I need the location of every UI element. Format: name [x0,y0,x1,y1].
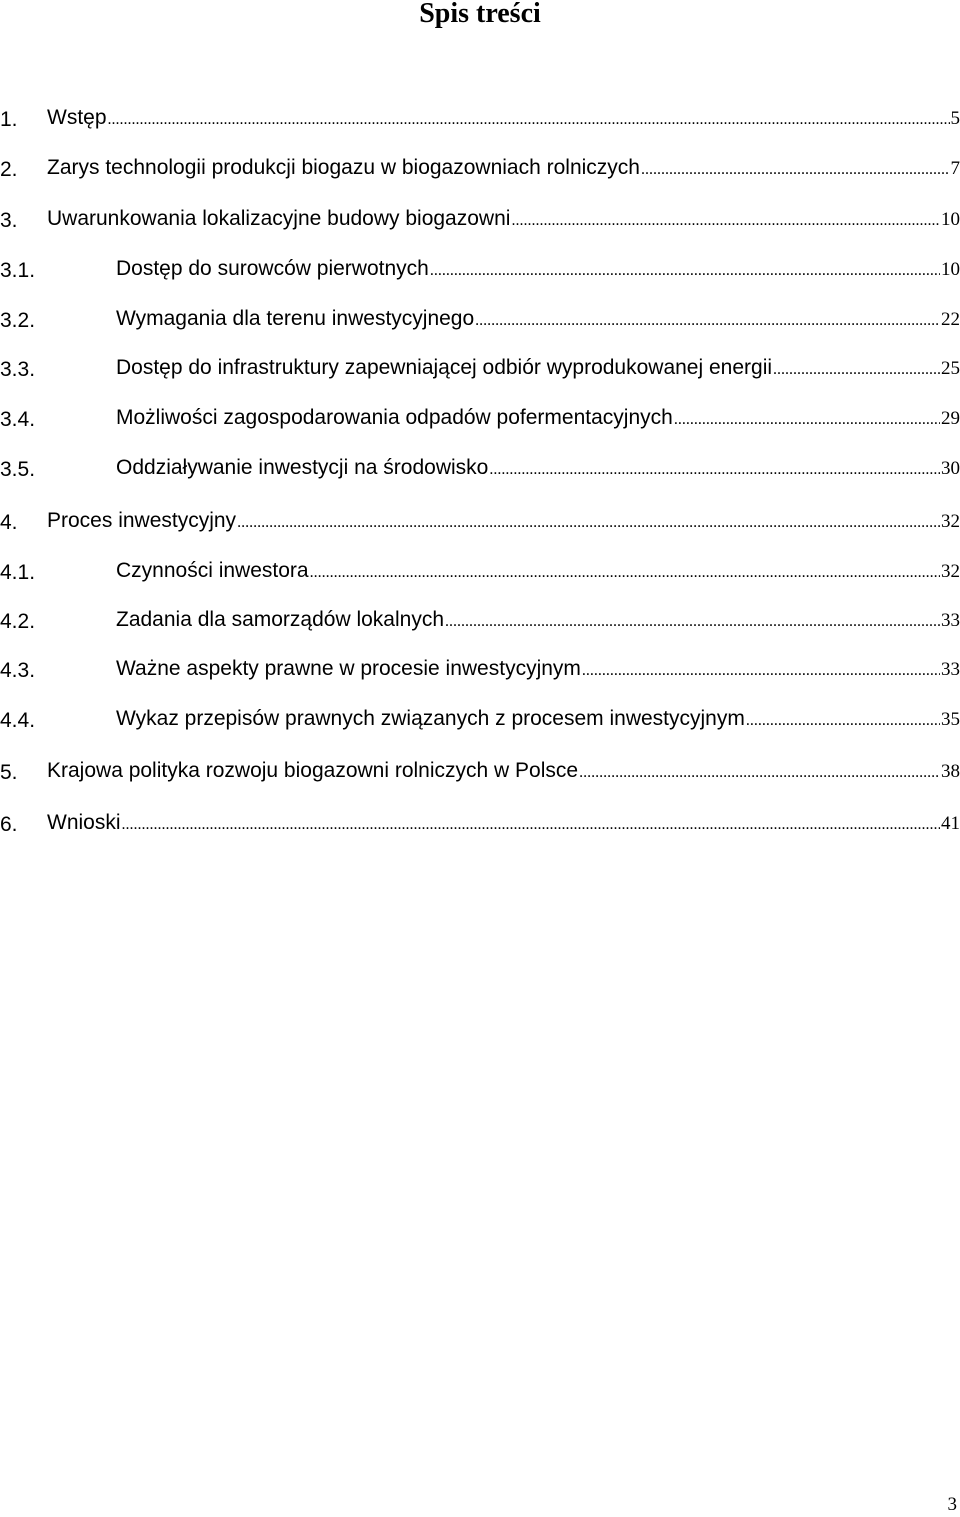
toc-entry-label: Wymagania dla terenu inwestycyjnego [116,307,475,330]
toc-entry-page: 38 [941,761,960,782]
toc-entry-number: 2. [0,158,18,181]
toc-entry-page: 30 [941,458,960,479]
toc-dot-leader [445,610,940,634]
toc-dot-leader [746,709,940,733]
toc-entry-2[interactable] [0,154,960,184]
toc-dot-leader [674,408,940,432]
toc-entry-3-5[interactable] [0,454,960,484]
toc-dot-leader [582,659,940,683]
toc-dot-leader [475,309,940,333]
toc-entry-4-1[interactable] [0,557,960,587]
toc-entry-page: 33 [941,659,960,680]
toc-entry-number: 4.2. [0,610,36,633]
toc-entry-label: Zarys technologii produkcji biogazu w biogazowniach rolniczych [47,156,640,179]
toc-entry-page: 22 [941,309,960,330]
toc-entry-number: 3. [0,209,18,232]
toc-entry-page: 25 [941,358,960,379]
toc-entry-number: 4.4. [0,709,36,732]
toc-entry-label: Wstęp [47,106,107,129]
page-number: 3 [947,1494,957,1515]
toc-entry-number: 3.1. [0,259,36,282]
toc-entry-page: 29 [941,408,960,429]
toc-entry-label: Wykaz przepisów prawnych związanych z procesem inwestycyjnym [116,707,745,730]
toc-entry-4-2[interactable] [0,606,960,636]
toc-entry-5[interactable] [0,757,960,787]
toc-entry-label: Proces inwestycyjny [47,509,237,532]
page-title: Spis treści [419,0,541,29]
toc-entry-number: 4. [0,511,18,534]
toc-entry-6[interactable] [0,809,960,839]
toc-entry-label: Możliwości zagospodarowania odpadów pofermentacyjnych [116,406,673,429]
toc-entry-number: 4.3. [0,659,36,682]
toc-entry-3-3[interactable] [0,354,960,384]
toc-entry-label: Zadania dla samorządów lokalnych [116,608,445,631]
toc-entry-4-3[interactable] [0,655,960,685]
toc-entry-page: 32 [941,561,960,582]
toc-dot-leader [430,259,940,283]
toc-entry-label: Uwarunkowania lokalizacyjne budowy biogazowni [47,207,511,230]
toc-entry-number: 3.5. [0,458,36,481]
toc-dot-leader [122,813,940,837]
toc-entry-3-1[interactable] [0,255,960,285]
toc-entry-number: 3.3. [0,358,36,381]
toc-entry-number: 6. [0,813,18,836]
toc-entry-page: 41 [941,813,960,834]
toc-entry-label: Dostęp do infrastruktury zapewniającej odbiór wyprodukowanej energii [116,356,773,379]
toc-entry-label: Czynności inwestora [116,559,309,582]
toc-entry-label: Ważne aspekty prawne w procesie inwestycyjnym [116,657,581,680]
toc-dot-leader [108,108,950,132]
toc-entry-label: Dostęp do surowców pierwotnych [116,257,429,280]
toc-entry-page: 10 [941,209,960,230]
toc-entry-page: 33 [941,610,960,631]
toc-entry-3-4[interactable] [0,404,960,434]
toc-entry-number: 4.1. [0,561,36,584]
toc-entry-number: 3.4. [0,408,36,431]
toc-dot-leader [511,209,940,233]
toc-dot-leader [310,561,940,585]
toc-entry-label: Wnioski [47,811,121,834]
toc-entry-page: 5 [950,108,960,129]
toc-dot-leader [489,458,940,482]
toc-entry-number: 5. [0,761,18,784]
toc-entry-4[interactable] [0,507,960,537]
toc-entry-1[interactable] [0,104,960,134]
toc-entry-4-4[interactable] [0,705,960,735]
toc-entry-page: 32 [941,511,960,532]
toc-entry-page: 7 [950,158,960,179]
toc-entry-page: 10 [941,259,960,280]
toc-dot-leader [773,358,940,382]
toc-entry-number: 3.2. [0,309,36,332]
toc-entry-3[interactable] [0,205,960,235]
toc-entry-label: Krajowa polityka rozwoju biogazowni rolniczych w Polsce [47,759,579,782]
toc-entry-number: 1. [0,108,18,131]
toc-entry-page: 35 [941,709,960,730]
toc-dot-leader [579,761,940,785]
toc-entry-label: Oddziaływanie inwestycji na środowisko [116,456,489,479]
toc-dot-leader [641,158,950,182]
toc-dot-leader [237,511,940,535]
toc-entry-3-2[interactable] [0,305,960,335]
